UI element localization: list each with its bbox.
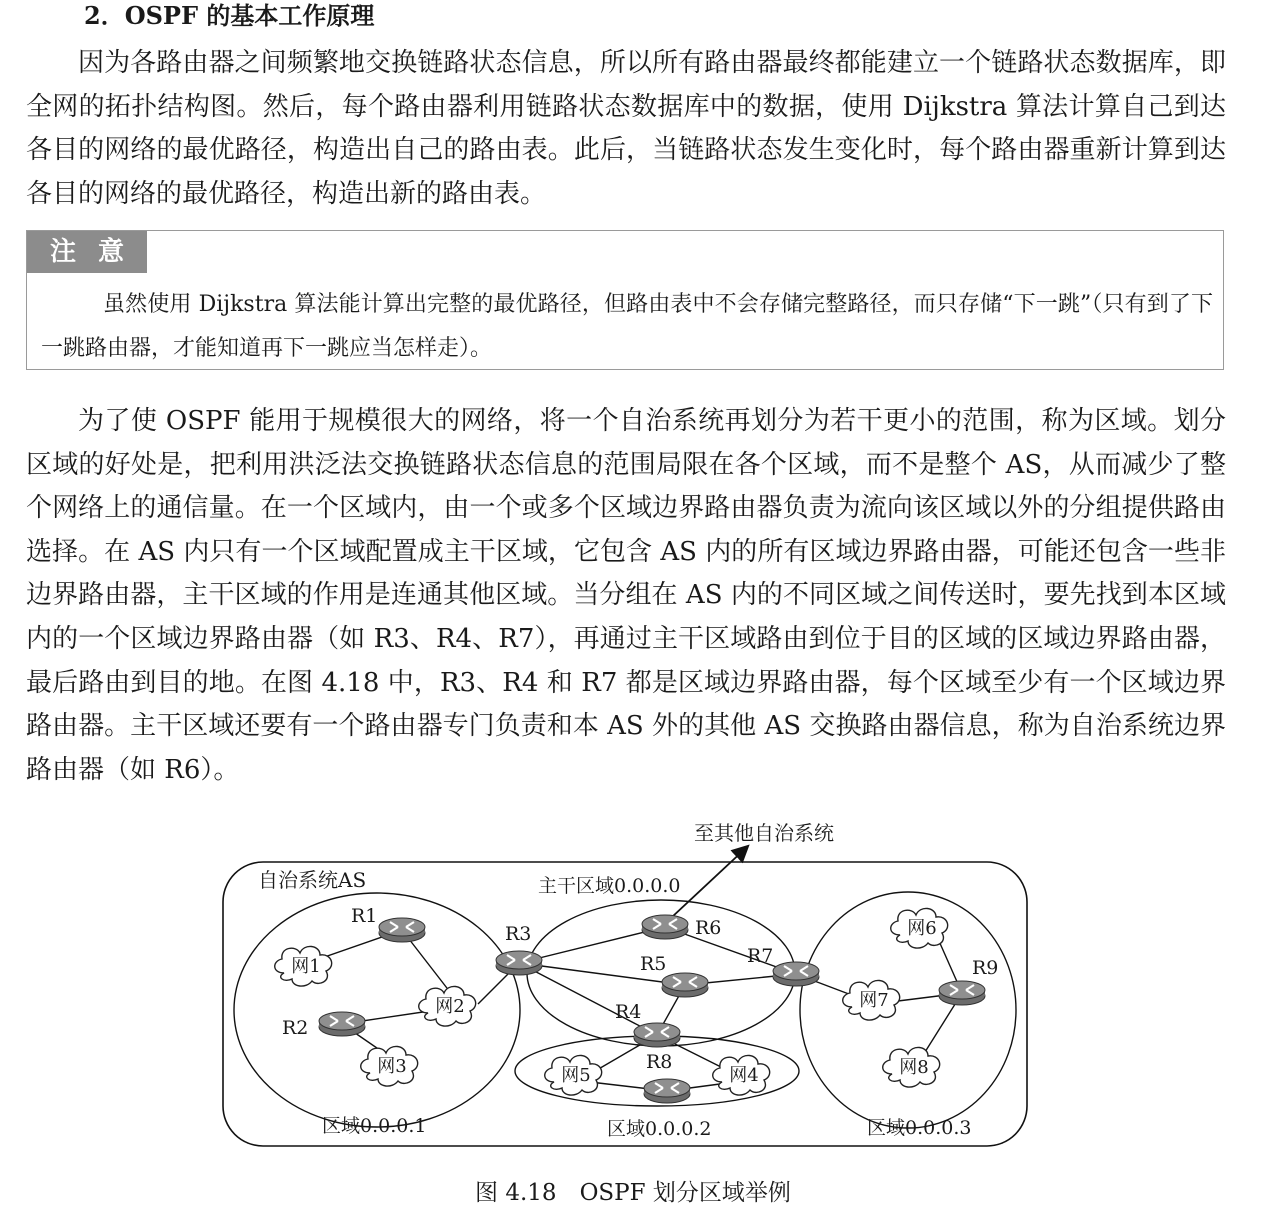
area3-label: 区域0.0.0.3	[867, 1117, 972, 1139]
network-label: 网1	[291, 956, 321, 977]
network-label: 网8	[899, 1057, 929, 1078]
router-r1-icon	[379, 918, 425, 942]
router-r8-icon	[644, 1079, 690, 1103]
as-label: 自治系统AS	[258, 868, 367, 892]
figure-caption: 图 4.18 OSPF 划分区域举例	[475, 1180, 791, 1206]
router-r7-icon	[773, 962, 819, 986]
router-label: R4	[615, 1001, 642, 1023]
backbone-label: 主干区域0.0.0.0	[538, 875, 681, 897]
router-r3-icon	[496, 951, 542, 975]
router-r5-icon	[662, 973, 708, 997]
router-r6-icon	[642, 915, 688, 939]
router-r9-icon	[939, 981, 985, 1005]
router-label: R3	[505, 923, 532, 945]
router-label: R9	[972, 957, 999, 979]
network-label: 网4	[729, 1065, 759, 1086]
paragraph-ospf-areas: 为了使 OSPF 能用于规模很大的网络，将一个自治系统再划分为若干更小的范围，称为区域。划分区域的好处是，把利用洪泛法交换链路状态信息的范围局限在各个区域，而不是整个 AS，从而减少了整个网络上的通信量。在一个区域内，由一个或多个区域边界路由器负责为流向该区域以外的分组提供路由选择。在 AS 内只有一个区域配置成主干区域，它包含 AS 内的所有区域边界路由器，可能还包含一些非边界路由器，主干区域的作用是连通其他区域。当分组在 AS 内的不同区域之间传送时，要先找到本区域内的一个区域边界路由器（如 R3、R4、R7），再通过主干区域路由到位于目的区域的区域边界路由器，最后路由到目的地。在图 4.18 中，R3、R4 和 R7 都是区域边界路由器，每个区域至少有一个区域边界路由器。主干区域还要有一个路由器专门负责和本 AS 外的其他 AS 交换路由器信息，称为自治系统边界路由器（如 R6）。	[26, 406, 1226, 785]
ospf-area-diagram	[210, 812, 1040, 1152]
external-arrow	[672, 847, 747, 917]
note-title: 注意	[27, 231, 147, 273]
area2-label: 区域0.0.0.2	[607, 1118, 712, 1140]
note-box	[26, 230, 1224, 370]
network-label: 网2	[435, 996, 465, 1017]
network-label: 网3	[377, 1056, 407, 1077]
router-label: R6	[695, 917, 722, 939]
area-0-0-0-1	[234, 893, 520, 1127]
external-as-label: 至其他自治系统	[694, 821, 834, 845]
router-label: R7	[747, 945, 774, 967]
router-label: R1	[351, 905, 378, 927]
network-label: 网5	[561, 1065, 591, 1086]
section-heading: 2．OSPF 的基本工作原理	[84, 1, 375, 30]
network-label: 网6	[907, 918, 937, 939]
router-r4-icon	[634, 1023, 680, 1047]
router-label: R5	[640, 953, 667, 975]
network-label: 网7	[859, 990, 889, 1011]
router-label: R8	[646, 1051, 673, 1073]
router-r2-icon	[319, 1012, 365, 1036]
note-text: 虽然使用 Dijkstra 算法能计算出完整的最优路径，但路由表中不会存储完整路径，而只存储“下一跳”（只有到了下一跳路由器，才能知道再下一跳应当怎样走）。	[41, 292, 1213, 361]
paragraph-ospf-principle: 因为各路由器之间频繁地交换链路状态信息，所以所有路由器最终都能建立一个链路状态数据库，即全网的拓扑结构图。然后，每个路由器利用链路状态数据库中的数据，使用 Dijkstra 算法计算自己到达各目的网络的最优路径，构造出自己的路由表。此后，当链路状态发生变化时，每个路由器重新计算到达各目的网络的最优路径，构造出新的路由表。	[26, 48, 1226, 209]
router-label: R2	[282, 1017, 309, 1039]
area1-label: 区域0.0.0.1	[322, 1115, 427, 1137]
